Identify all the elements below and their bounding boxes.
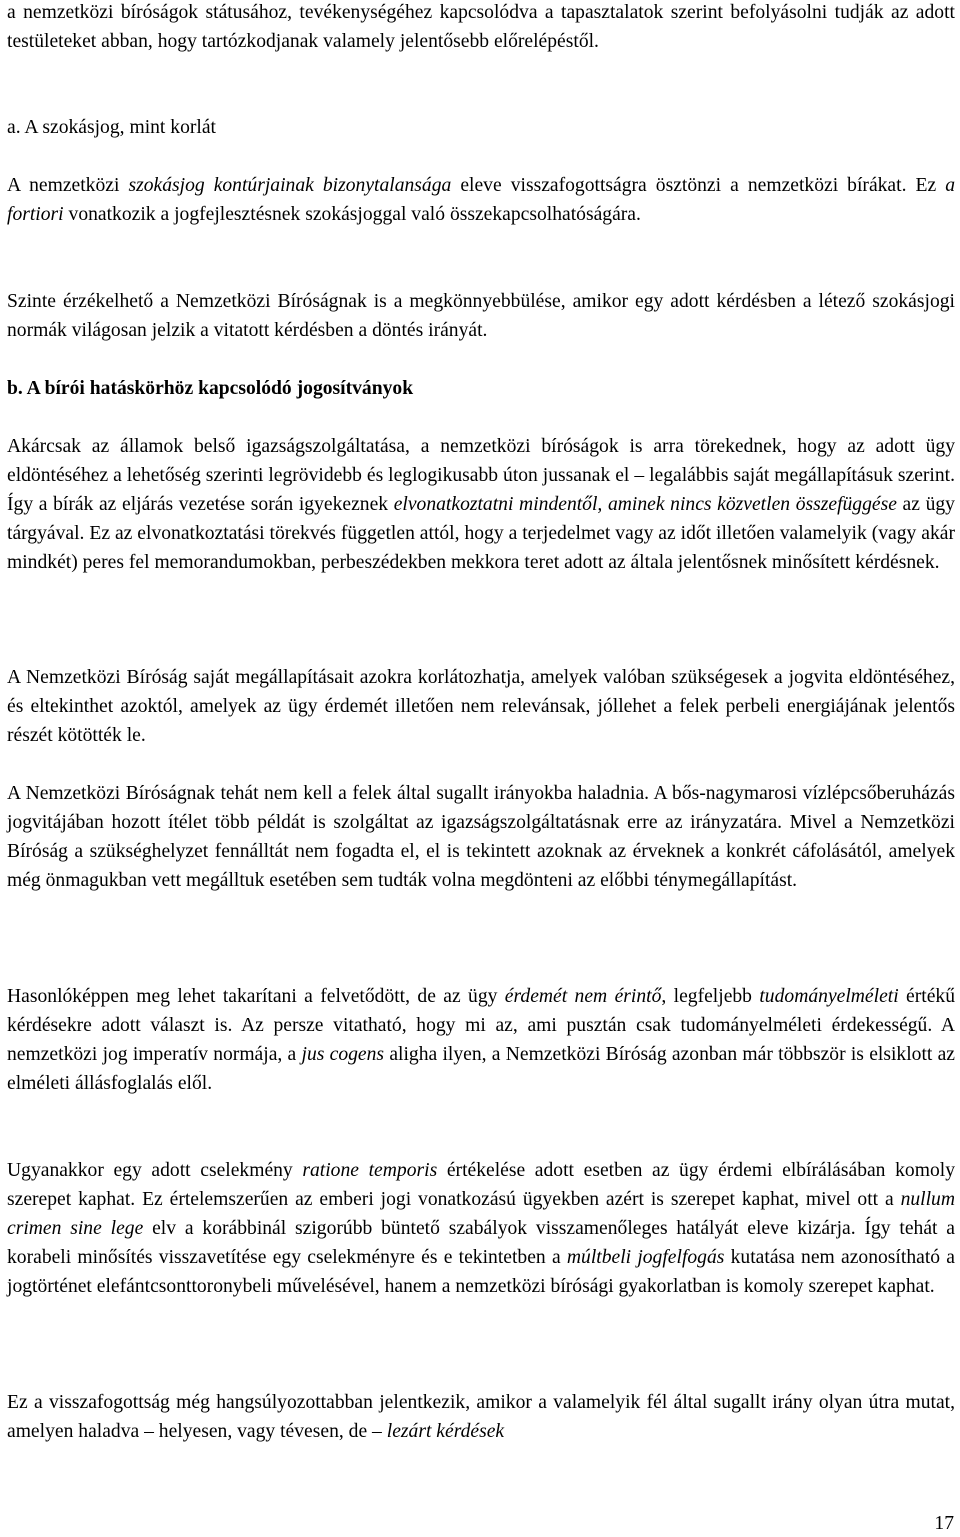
heading-b: b. A bírói hatáskörhöz kapcsolódó jogosítványok [7,378,414,399]
paragraph-relief: Szinte érzékelhető a Nemzetközi Bíróságnak is a megkönnyebbülése, amikor egy adott kérdésben a létező szokásjogi normák világosan jelzik a vitatott kérdésben a döntés irányát. [7,291,955,341]
paragraph-jus-cogens: Hasonlóképpen meg lehet takarítani a felvetődött, de az ügy érdemét nem érintő, legfeljebb tudományelméleti értékű kérdésekre adott választ is. Az persze vitatható, hogy mi az, ami pusztán csak tudományelméleti érdekességű. A nemzetközi jog imperatív normája, a jus cogens aligha ilyen, a Nemzetközi Bíróság azonban már többször is elsiklott az elméleti állásfoglalás elől. [7,986,955,1094]
paragraph-customary-law: A nemzetközi szokásjog kontúrjainak bizonytalansága eleve visszafogottságra ösztönzi a nemzetközi bírákat. Ez a fortiori vonatkozik a jogfejlesztésnek szokásjoggal való összekapcsolhatóságára. [7,175,955,225]
paragraph-jurisdiction: Akárcsak az államok belső igazságszolgáltatása, a nemzetközi bíróságok is arra törekednek, hogy az adott ügy eldöntéséhez a lehetőség szerinti legrövidebb és leglogikusabb úton jussanak el – legalábbis saját megállapításuk szerint. Így a bírák az eljárás vezetése során igyekeznek elvonatkoztatni mindentől, aminek nincs közvetlen összefüggése az ügy tárgyával. Ez az elvonatkoztatási törekvés független attól, hogy a terjedelmet vagy az időt illetően valamelyik (vagy akár mindkét) peres fel memorandumokban, perbeszédekben mekkora teret adott az általa jelentősnek minősített kérdésnek. [7,436,955,573]
heading-a: a. A szokásjog, mint korlát [7,117,216,138]
paragraph-gabcikovo: A Nemzetközi Bíróságnak tehát nem kell a felek által sugallt irányokba haladnia. A bős-nagymarosi vízlépcsőberuházás jogvitájában hozott ítélet több példát is szolgáltat az igazságszolgáltatásnak erre az irányzatára. Mivel a Nemzetközi Bíróság a szükséghelyzet fennálltát nem fogadta el, el is tekintett azoknak az érveknek a konkrét cáfolásától, amelyek még önmagukban vett megálltuk esetében sem tudták volna megdönteni az előbbi ténymegállapítást. [7,783,955,891]
page-number: 17 [934,1513,954,1534]
paragraph-ratione-temporis: Ugyanakkor egy adott cselekmény ratione temporis értékelése adott esetben az ügy érdemi elbírálásában komoly szerepet kaphat. Ez értelemszerűen az emberi jogi vonatkozású ügyekben azért is szerepet kaphat, mivel ott a nullum crimen sine lege elv a korábbinál szigorúbb büntető szabályok visszamenőleges hatályát eleve kizárja. Így tehát a korabeli minősítés visszavetítése egy cselekményre és e tekintetben a múltbeli jogfelfogás kutatása nem azonosítható a jogtörténet elefántcsonttoronybeli művelésével, hanem a nemzetközi bírósági gyakorlatban is komoly szerepet kaphat. [7,1160,956,1297]
paragraph-limits: A Nemzetközi Bíróság saját megállapításait azokra korlátozhatja, amelyek valóban szükségesek a jogvita eldöntéséhez, és eltekinthet azoktól, amelyek az ügy érdemét illetően nem relevánsak, jóllehet a felek perbeli energiájának jelentős részét kötötték le. [7,667,955,746]
paragraph-intro: a nemzetközi bíróságok státusához, tevékenységéhez kapcsolódva a tapasztalatok szerint befolyásolni tudják az adott testületeket abban, hogy tartózkodjanak valamely jelentősebb előrelépéstől. [7,2,955,52]
paragraph-restraint: Ez a visszafogottság még hangsúlyozottabban jelentkezik, amikor a valamelyik fél által sugallt irány olyan útra mutat, amelyen haladva – helyesen, vagy tévesen, de – lezárt kérdések [7,1392,955,1442]
